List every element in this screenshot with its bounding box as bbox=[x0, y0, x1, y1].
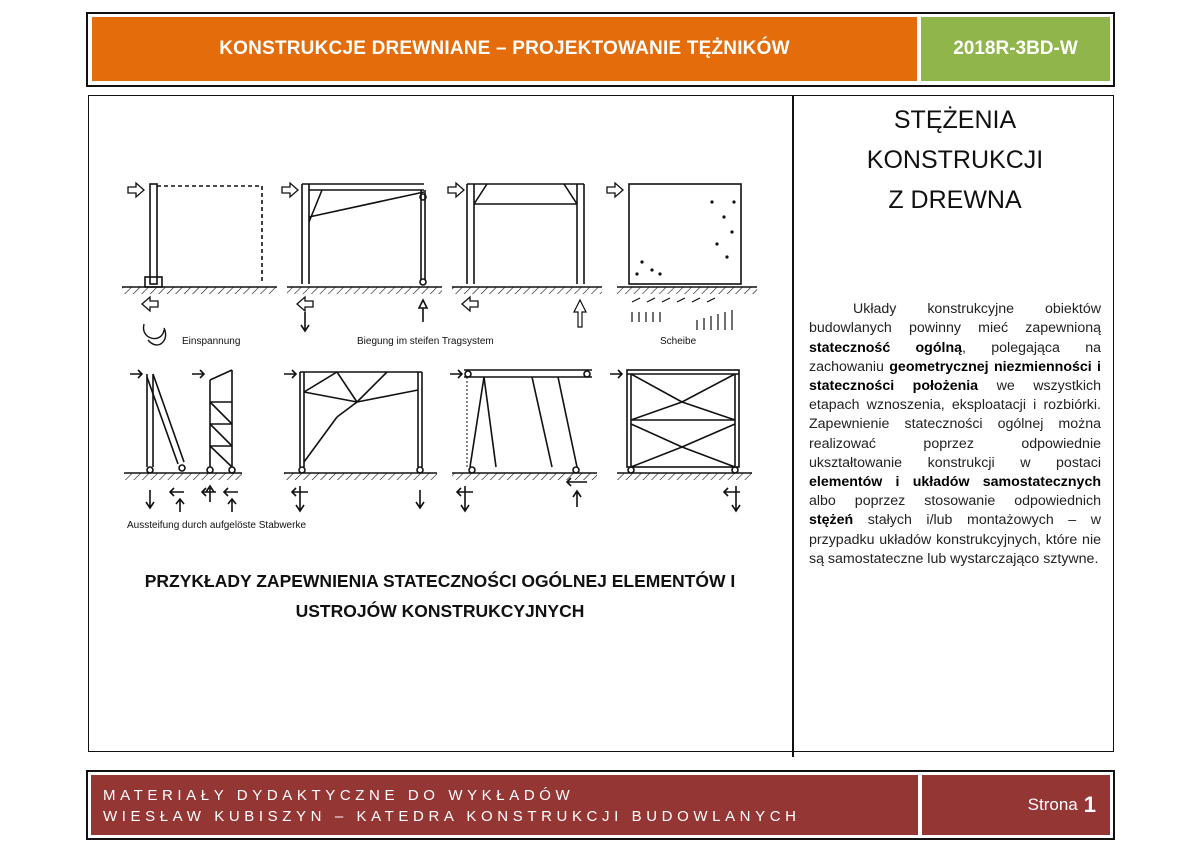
label-einspannung: Einspannung bbox=[182, 336, 241, 347]
side-title-line-3: Z DREWNA bbox=[888, 186, 1022, 214]
side-title bbox=[800, 100, 1110, 220]
diagram-einspannung bbox=[122, 183, 277, 345]
diagram-frame-knee bbox=[282, 183, 442, 331]
diagram-scheibe bbox=[607, 183, 757, 330]
diagram-portal-frame bbox=[448, 183, 602, 327]
diagram-knee-braced-frame bbox=[284, 370, 437, 511]
header-title-box bbox=[91, 16, 918, 82]
footer-line-1: MATERIAŁY DYDAKTYCZNE DO WYKŁADÓW bbox=[103, 787, 575, 804]
document-code: 2018R-3BD-W bbox=[953, 38, 1078, 59]
figure-caption bbox=[110, 566, 770, 626]
caption-line-2: USTROJÓW KONSTRUKCYJNYCH bbox=[295, 601, 585, 621]
header-title: KONSTRUKCJE DREWNIANE – PROJEKTOWANIE TĘŻNIKÓW bbox=[219, 38, 790, 59]
page-number: 1 bbox=[1083, 792, 1096, 817]
side-paragraph: Układy konstrukcyjne obiektów budowlanych powinny mieć zapewnioną stateczność ogólną, polegająca na zachowaniu geometrycznej niezmienności i stateczności położenia we wszystkich etapach wznoszenia, eksploatacji i rozbiórki. Zapewnienie stateczności ogólnej można realizować poprzez odpowiednie ukształtowanie konstrukcji w postaci elementów i układów samostatecznych albo poprzez stosowanie odpowiednich stężeń stałych i/lub montażowych – w przypadku układów konstrukcyjnych, które nie są samostateczne lub wystarczająco sztywne. bbox=[809, 301, 1101, 567]
side-title-line-1: STĘŻENIA bbox=[893, 106, 1017, 134]
side-title-line-2: KONSTRUKCJI bbox=[866, 146, 1044, 174]
bracing-diagrams-figure bbox=[112, 162, 762, 542]
page-indicator bbox=[921, 774, 1111, 836]
label-biegung: Biegung im steifen Tragsystem bbox=[357, 336, 494, 347]
diagram-pinned-strut bbox=[124, 370, 242, 512]
label-aussteifung: Aussteifung durch aufgelöste Stabwerke bbox=[127, 520, 306, 531]
label-scheibe: Scheibe bbox=[660, 336, 697, 347]
caption-line-1: PRZYKŁADY ZAPEWNIENIA STATECZNOŚCI OGÓLNEJ ELEMENTÓW I bbox=[144, 571, 736, 591]
header-code-box bbox=[920, 16, 1111, 82]
diagram-trapezoid-truss bbox=[450, 370, 597, 511]
page-label: Strona bbox=[1027, 795, 1078, 814]
footer-line-2: WIESŁAW KUBISZYN – KATEDRA KONSTRUKCJI BUDOWLANYCH bbox=[103, 808, 801, 825]
diagram-x-braced-frame bbox=[610, 370, 752, 511]
footer-credits bbox=[90, 774, 919, 836]
